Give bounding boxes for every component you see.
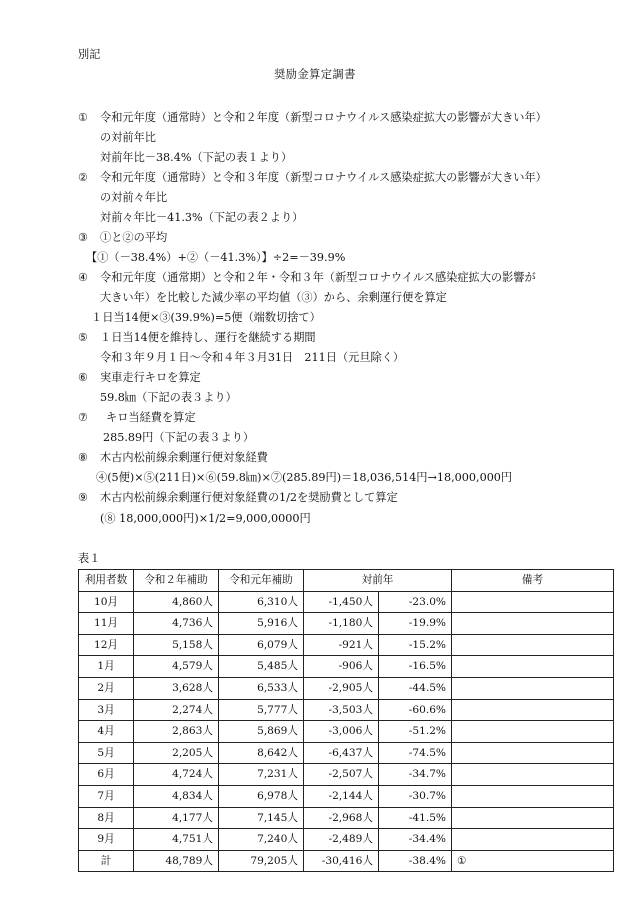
remarks-cell xyxy=(452,591,614,613)
table-row xyxy=(79,721,614,743)
month-cell: 10月 xyxy=(79,591,134,613)
table-row xyxy=(79,807,614,829)
header-yoy: 対前年 xyxy=(304,570,452,592)
diff-cell: -906人 xyxy=(304,656,379,678)
item-2-line-3: 対前々年比－41.3%（下記の表２より） xyxy=(100,211,304,224)
table-row xyxy=(79,677,614,699)
item-4-line-3: １日当14便×③(39.9%)=5便（端数切捨て） xyxy=(91,311,321,324)
remarks-cell xyxy=(452,721,614,743)
remarks-cell xyxy=(452,677,614,699)
item-8-line-1: 木古内松前線余剰運行便対象経費 xyxy=(100,451,268,464)
diff-cell: -1,450人 xyxy=(304,591,379,613)
month-cell: 計 xyxy=(79,850,134,872)
table-total-row xyxy=(79,850,614,872)
header-reiwa2: 令和２年補助 xyxy=(134,570,219,592)
reiwa1-cell: 5,485人 xyxy=(219,656,304,678)
diff-cell: -3,503人 xyxy=(304,699,379,721)
item-1-line-1: 令和元年度（通常時）と令和２年度（新型コロナウイルス感染症拡大の影響が大きい年） xyxy=(100,111,547,124)
remarks-cell xyxy=(452,613,614,635)
reiwa1-cell: 5,916人 xyxy=(219,613,304,635)
month-cell: 5月 xyxy=(79,742,134,764)
table-row xyxy=(79,699,614,721)
table-1-label: 表１ xyxy=(78,552,101,565)
diff-cell: -2,144人 xyxy=(304,785,379,807)
page-title: 奨励金算定調書 xyxy=(274,68,356,81)
month-cell: 7月 xyxy=(79,785,134,807)
item-4-line-2: 大きい年）を比較した減少率の平均値（③）から、余剰運行便を算定 xyxy=(100,291,447,304)
month-cell: 4月 xyxy=(79,721,134,743)
item-5-line-2: 令和３年９月１日～令和４年３月31日 211日（元旦除く） xyxy=(100,351,405,364)
table-row xyxy=(79,785,614,807)
item-5-line-1: １日当14便を維持し、運行を継続する期間 xyxy=(100,331,316,344)
table-row xyxy=(79,591,614,613)
item-3-line-2: 【①（－38.4%）+②（－41.3%）】÷2=－39.9% xyxy=(86,251,346,264)
diff-cell: -2,968人 xyxy=(304,807,379,829)
reiwa2-cell: 2,274人 xyxy=(134,699,219,721)
ratio-cell: -19.9% xyxy=(379,613,452,635)
reiwa1-cell: 8,642人 xyxy=(219,742,304,764)
ratio-cell: -38.4% xyxy=(379,850,452,872)
remarks-cell: ① xyxy=(452,850,614,872)
month-cell: 6月 xyxy=(79,764,134,786)
table-row xyxy=(79,764,614,786)
reiwa1-cell: 6,533人 xyxy=(219,677,304,699)
diff-cell: -2,905人 xyxy=(304,677,379,699)
item-8-number: ⑧ xyxy=(78,451,89,464)
ratio-cell: -41.5% xyxy=(379,807,452,829)
remarks-cell xyxy=(452,656,614,678)
reiwa2-cell: 4,177人 xyxy=(134,807,219,829)
table-1 xyxy=(78,569,614,872)
ratio-cell: -30.7% xyxy=(379,785,452,807)
diff-cell: -1,180人 xyxy=(304,613,379,635)
reiwa2-cell: 2,205人 xyxy=(134,742,219,764)
ratio-cell: -16.5% xyxy=(379,656,452,678)
table-row xyxy=(79,656,614,678)
diff-cell: -921人 xyxy=(304,634,379,656)
reiwa2-cell: 5,158人 xyxy=(134,634,219,656)
month-cell: 2月 xyxy=(79,677,134,699)
month-cell: 1月 xyxy=(79,656,134,678)
reiwa2-cell: 4,751人 xyxy=(134,829,219,851)
reiwa1-cell: 7,145人 xyxy=(219,807,304,829)
reiwa1-cell: 5,777人 xyxy=(219,699,304,721)
reiwa1-cell: 7,240人 xyxy=(219,829,304,851)
item-7-line-1: キロ当経費を算定 xyxy=(106,411,196,424)
diff-cell: -3,006人 xyxy=(304,721,379,743)
reiwa1-cell: 6,310人 xyxy=(219,591,304,613)
item-1-line-3: 対前年比－38.4%（下記の表１より） xyxy=(100,151,293,164)
reiwa1-cell: 79,205人 xyxy=(219,850,304,872)
ratio-cell: -51.2% xyxy=(379,721,452,743)
table-row xyxy=(79,634,614,656)
reiwa1-cell: 7,231人 xyxy=(219,764,304,786)
header-reiwa1: 令和元年補助 xyxy=(219,570,304,592)
month-cell: 11月 xyxy=(79,613,134,635)
reiwa2-cell: 4,579人 xyxy=(134,656,219,678)
month-cell: 12月 xyxy=(79,634,134,656)
item-6-line-2: 59.8㎞（下記の表３より） xyxy=(100,391,237,404)
ratio-cell: -60.6% xyxy=(379,699,452,721)
item-4-line-1: 令和元年度（通常期）と令和２年・令和３年（新型コロナウイルス感染症拡大の影響が xyxy=(100,271,536,284)
ratio-cell: -23.0% xyxy=(379,591,452,613)
reiwa2-cell: 4,834人 xyxy=(134,785,219,807)
reiwa2-cell: 4,860人 xyxy=(134,591,219,613)
header-users: 利用者数 xyxy=(79,570,134,592)
item-2-line-2: の対前々年比 xyxy=(100,191,168,204)
item-7-line-2: 285.89円（下記の表３より） xyxy=(103,431,255,444)
reiwa1-cell: 6,978人 xyxy=(219,785,304,807)
month-cell: 9月 xyxy=(79,829,134,851)
diff-cell: -2,507人 xyxy=(304,764,379,786)
diff-cell: -30,416人 xyxy=(304,850,379,872)
item-3-line-1: ①と②の平均 xyxy=(100,231,168,244)
reiwa2-cell: 2,863人 xyxy=(134,721,219,743)
table-row xyxy=(79,613,614,635)
item-6-line-1: 実車走行キロを算定 xyxy=(100,371,201,384)
item-9-line-1: 木古内松前線余剰運行便対象経費の1/2を奨励費として算定 xyxy=(100,491,398,504)
ratio-cell: -15.2% xyxy=(379,634,452,656)
diff-cell: -2,489人 xyxy=(304,829,379,851)
ratio-cell: -34.7% xyxy=(379,764,452,786)
item-2-line-1: 令和元年度（通常時）と令和３年度（新型コロナウイルス感染症拡大の影響が大きい年） xyxy=(100,171,547,184)
item-9-number: ⑨ xyxy=(78,491,89,504)
item-7-number: ⑦ xyxy=(78,411,89,424)
ratio-cell: -34.4% xyxy=(379,829,452,851)
reiwa2-cell: 48,789人 xyxy=(134,850,219,872)
remarks-cell xyxy=(452,807,614,829)
reiwa2-cell: 4,736人 xyxy=(134,613,219,635)
ratio-cell: -74.5% xyxy=(379,742,452,764)
month-cell: 8月 xyxy=(79,807,134,829)
header-remarks: 備考 xyxy=(452,570,614,592)
item-2-number: ② xyxy=(78,171,89,184)
diff-cell: -6,437人 xyxy=(304,742,379,764)
remarks-cell xyxy=(452,699,614,721)
month-cell: 3月 xyxy=(79,699,134,721)
item-3-number: ③ xyxy=(78,231,89,244)
table-row xyxy=(79,742,614,764)
reiwa1-cell: 6,079人 xyxy=(219,634,304,656)
reiwa2-cell: 3,628人 xyxy=(134,677,219,699)
reiwa2-cell: 4,724人 xyxy=(134,764,219,786)
ratio-cell: -44.5% xyxy=(379,677,452,699)
item-1-line-2: の対前年比 xyxy=(100,131,156,144)
remarks-cell xyxy=(452,742,614,764)
remarks-cell xyxy=(452,829,614,851)
attachment-label: 別記 xyxy=(78,48,101,61)
item-8-line-2: ④(5便)×⑤(211日)×⑥(59.8㎞)×⑦(285.89円)＝18,036,514円→18,000,000円 xyxy=(96,471,513,484)
table-row xyxy=(79,829,614,851)
item-9-line-2: (⑧ 18,000,000円)×1/2=9,000,0000円 xyxy=(100,512,311,525)
remarks-cell xyxy=(452,785,614,807)
table-header-row xyxy=(79,570,614,592)
remarks-cell xyxy=(452,764,614,786)
item-4-number: ④ xyxy=(78,271,89,284)
item-6-number: ⑥ xyxy=(78,371,89,384)
remarks-cell xyxy=(452,634,614,656)
item-1-number: ① xyxy=(78,111,89,124)
item-5-number: ⑤ xyxy=(78,331,89,344)
reiwa1-cell: 5,869人 xyxy=(219,721,304,743)
